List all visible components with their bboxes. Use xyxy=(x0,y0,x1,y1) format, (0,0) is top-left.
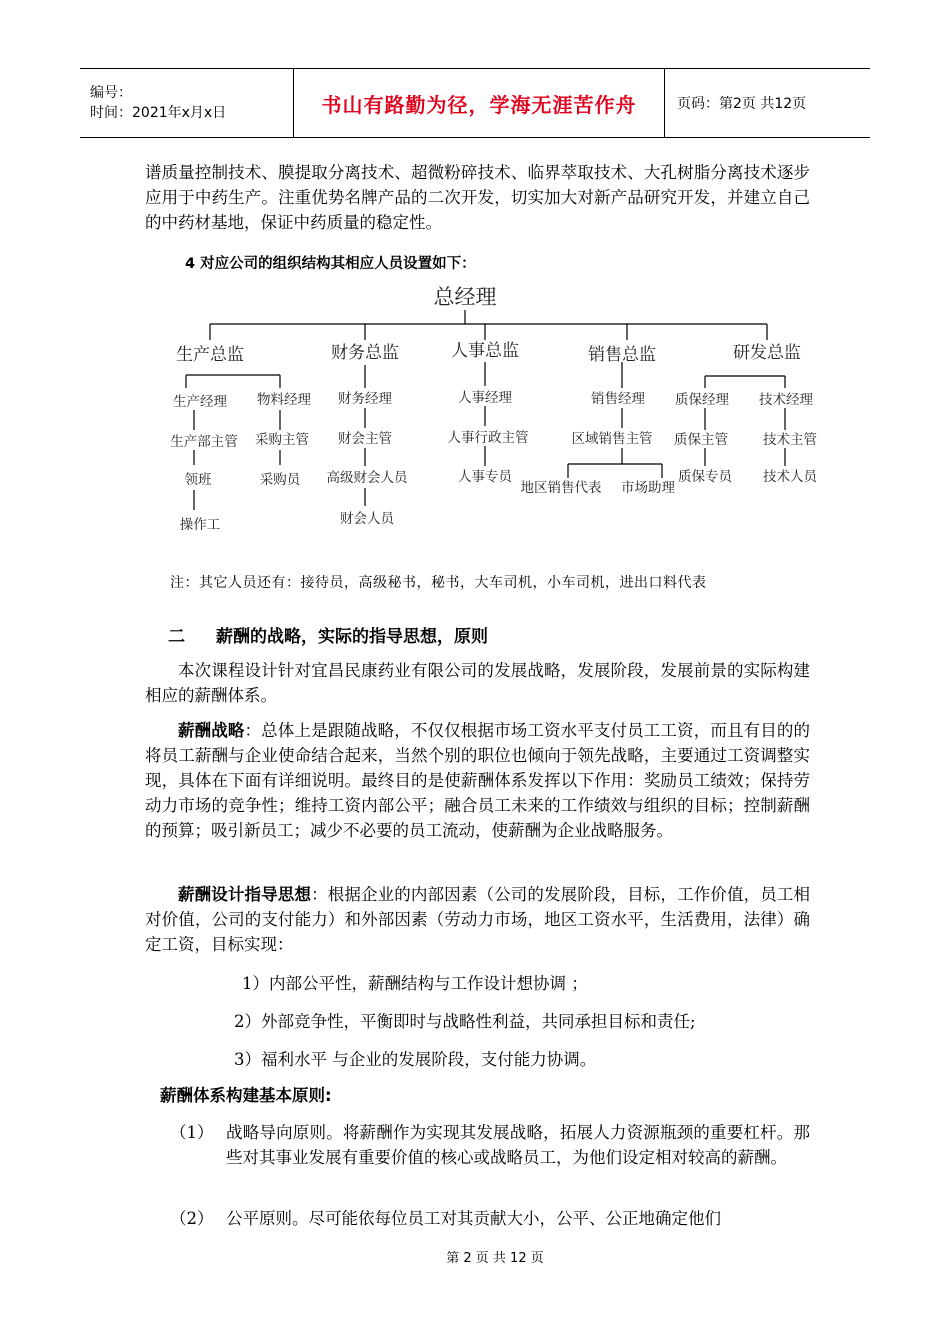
page-label: 页码：第2页 共12页 xyxy=(677,96,807,112)
goal-item: 1）内部公平性，薪酬结构与工作设计想协调 ； xyxy=(242,974,588,993)
strategy-text: ：总体上是跟随战略，不仅仅根据市场工资水平支付员工工资，而且有目的的将员工薪酬与企业使命结合起来，当然个别的职位也倾向于领先战略，主要通过工资调整实现，具体在下面有详细说明。最终目的是使薪酬体系发挥以下作用：奖励员工绩效；保持劳动力市场的竞争性；维持工资内部公平；融合员工未来的工作绩效与组织的目标；控制薪酬的预算；吸引新员工；减少不必要的员工流动，使薪酬为企业战略服务。 xyxy=(145,721,811,840)
org-director: 财务总监 xyxy=(331,343,399,363)
org-node: 市场助理 xyxy=(621,480,675,496)
intro-paragraph xyxy=(145,160,810,235)
principle-text: 公平原则。尽可能依每位员工对其贡献大小，公平、公正地确定他们 xyxy=(226,1209,721,1228)
header-meta xyxy=(80,69,294,137)
principles-heading: 薪酬体系构建基本原则: xyxy=(160,1086,332,1105)
org-node: 财会主管 xyxy=(338,431,392,447)
org-director: 销售总监 xyxy=(588,345,656,365)
principle-number: （1） xyxy=(170,1123,214,1142)
org-node: 领班 xyxy=(184,472,212,488)
org-node: 销售经理 xyxy=(591,391,645,407)
section-title: 薪酬的战略，实际的指导思想，原则 xyxy=(216,627,488,647)
guiding-paragraph xyxy=(145,882,810,957)
org-node: 地区销售代表 xyxy=(520,480,602,496)
org-node: 生产经理 xyxy=(173,394,227,410)
org-node: 操作工 xyxy=(179,517,221,533)
org-node: 人事专员 xyxy=(458,469,512,485)
principle-text: 战略导向原则。将薪酬作为实现其发展战略，拓展人力资源瓶颈的重要杠杆。那些对其事业发展有重要价值的核心或战略员工，为他们设定相对较高的薪酬。 xyxy=(226,1123,810,1167)
org-node: 技术经理 xyxy=(759,392,813,408)
org-node: 区域销售主管 xyxy=(571,431,653,447)
org-node: 质保主管 xyxy=(674,432,728,448)
org-node: 质保专员 xyxy=(678,469,732,485)
org-node: 技术人员 xyxy=(763,469,817,485)
org-node: 物料经理 xyxy=(257,392,311,408)
staff-note: 注：其它人员还有：接待员，高级秘书，秘书，大车司机，小车司机，进出口料代表 xyxy=(170,575,707,591)
org-node: 采购主管 xyxy=(255,432,309,448)
org-node: 财务经理 xyxy=(338,391,392,407)
goal-item: 3）福利水平 与企业的发展阶段，支付能力协调。 xyxy=(234,1050,597,1069)
principle-number: （2） xyxy=(170,1209,214,1228)
strategy-label: 薪酬战略 xyxy=(178,721,245,740)
code-label: 编号： xyxy=(90,85,132,101)
org-node: 高级财会人员 xyxy=(326,470,408,486)
section-number: 二 xyxy=(168,627,185,647)
principle-item xyxy=(170,1120,810,1170)
org-director: 生产总监 xyxy=(176,345,244,365)
intro-text: 谱质量控制技术、膜提取分离技术、超微粉碎技术、临界萃取技术、大孔树脂分离技术逐步应用于中药生产。注重优势名牌产品的二次开发，切实加大对新产品研究开发，并建立自己的中药材基地，保证中药质量的稳定性。 xyxy=(145,163,810,232)
org-root: 总经理 xyxy=(433,285,497,309)
strategy-paragraph xyxy=(145,718,810,843)
org-node: 质保经理 xyxy=(675,392,729,408)
goal-item: 2）外部竞争性，平衡即时与战略性利益，共同承担目标和责任; xyxy=(234,1012,696,1031)
guiding-text: ：根据企业的内部因素（公司的发展阶段，目标，工作价值，员工相对价值，公司的支付能力）和外部因素（劳动力市场，地区工资水平，生活费用，法律）确定工资，目标实现： xyxy=(145,885,811,954)
page-header xyxy=(80,68,870,138)
org-node: 采购员 xyxy=(259,472,301,488)
section-heading xyxy=(168,622,488,647)
header-motto-cell xyxy=(294,69,665,137)
org-node: 人事经理 xyxy=(458,390,512,406)
org-chart xyxy=(160,280,830,550)
course-paragraph: 本次课程设计针对宜昌民康药业有限公司的发展战略，发展阶段，发展前景的实际构建相应的薪酬体系。 xyxy=(145,661,810,705)
page-footer: 第 2 页 共 12 页 xyxy=(446,1251,544,1266)
org-director: 研发总监 xyxy=(733,343,801,363)
org-node: 财会人员 xyxy=(340,511,394,527)
time-label: 时间：2021年x月x日 xyxy=(90,105,227,121)
org-director: 人事总监 xyxy=(451,341,519,361)
org-node: 生产部主管 xyxy=(170,434,238,450)
header-motto: 书山有路勤为径，学海无涯苦作舟 xyxy=(321,92,637,117)
org-heading: 4 对应公司的组织结构其相应人员设置如下： xyxy=(185,256,476,272)
guiding-label: 薪酬设计指导思想 xyxy=(178,885,312,904)
header-page-info xyxy=(665,69,870,137)
principle-item xyxy=(170,1206,810,1231)
org-node: 技术主管 xyxy=(763,432,817,448)
org-node: 人事行政主管 xyxy=(447,430,529,446)
